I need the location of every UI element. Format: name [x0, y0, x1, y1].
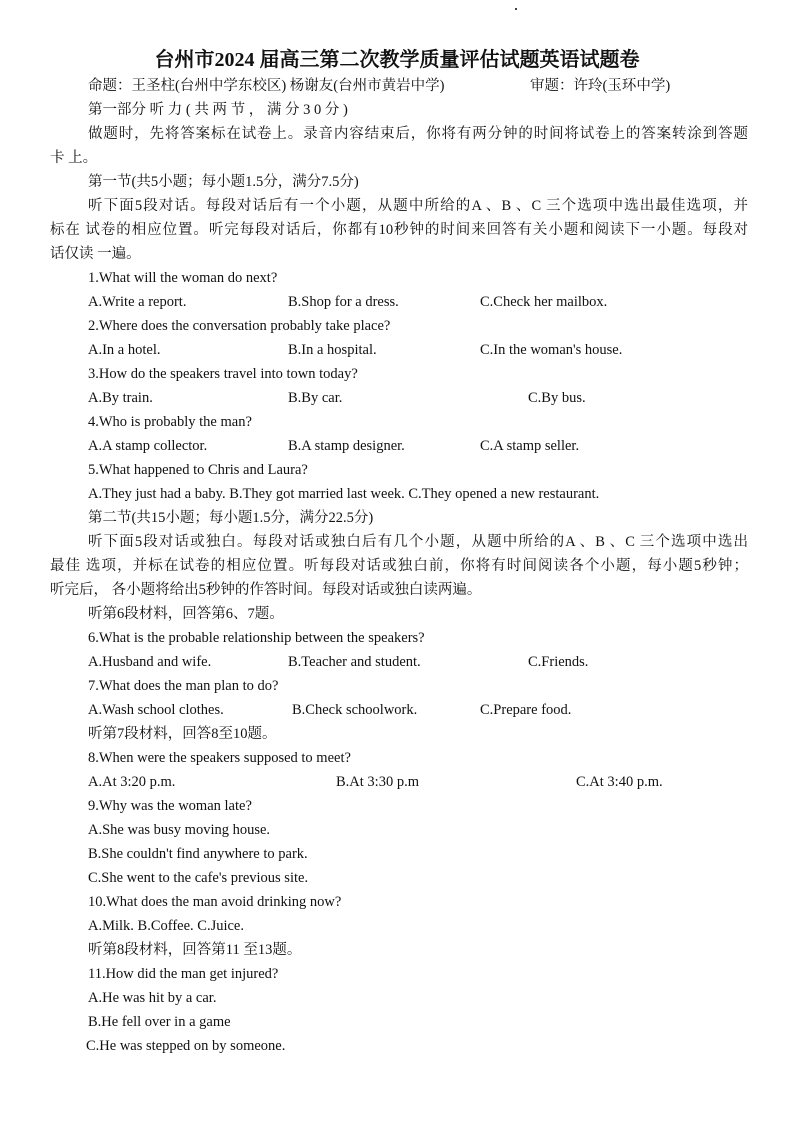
option-c: C.He was stepped on by someone.: [86, 1038, 286, 1054]
section1-instructions: 听下面5段对话。每段对话后有一个小题，从题中所给的A 、B 、C 三个选项中选出最佳选项，并: [88, 198, 748, 214]
question-4: 4.Who is probably the man?: [88, 414, 252, 430]
question-3: 3.How do the speakers travel into town today?: [88, 366, 358, 382]
option-c: C.A stamp seller.: [480, 438, 580, 454]
material-7-note: 听第7段材料，回答8至10题。: [88, 726, 277, 742]
page-mark: [515, 8, 517, 10]
option-b: B.Check schoolwork.: [292, 702, 418, 718]
option-a: A.Write a report.: [88, 294, 187, 310]
option-c: C.She went to the cafe's previous site.: [88, 870, 309, 886]
question-10: 10.What does the man avoid drinking now?: [88, 894, 342, 910]
intro-text: 做题时，先将答案标在试卷上。录音内容结束后，你将有两分钟的时间将试卷上的答案转涂到答题: [88, 126, 748, 142]
option-b: B.Shop for a dress.: [288, 294, 399, 310]
options: A.Milk. B.Coffee. C.Juice.: [88, 918, 244, 934]
option-a: A.Wash school clothes.: [88, 702, 224, 718]
question-6: 6.What is the probable relationship between the speakers?: [88, 630, 425, 646]
option-a: A.In a hotel.: [88, 342, 161, 358]
reviewer: 审题：许玲(玉环中学): [530, 78, 671, 94]
option-a: A.At 3:20 p.m.: [88, 774, 176, 790]
option-a: A.Husband and wife.: [88, 654, 212, 670]
option-c: C.At 3:40 p.m.: [576, 774, 663, 790]
option-a: A.He was hit by a car.: [88, 990, 217, 1006]
part1-heading: 第一部分 听 力 ( 共 两 节 ， 满 分 3 0 分 ): [88, 102, 348, 118]
option-b: B.At 3:30 p.m: [336, 774, 419, 790]
option-a: A.A stamp collector.: [88, 438, 208, 454]
question-1: 1.What will the woman do next?: [88, 270, 278, 286]
option-c: C.Friends.: [528, 654, 589, 670]
option-b: B.He fell over in a game: [88, 1014, 231, 1030]
section2-heading: 第二节(共15小题；每小题1.5分，满分22.5分): [88, 510, 374, 526]
option-a: A.By train.: [88, 390, 153, 406]
question-5: 5.What happened to Chris and Laura?: [88, 462, 308, 478]
option-c: C.Prepare food.: [480, 702, 572, 718]
section1-instructions: 标在 试卷的相应位置。听完每段对话后，你都有10秒钟的时间来回答有关小题和阅读下一小题。每段对: [50, 222, 748, 238]
option-b: B.A stamp designer.: [288, 438, 405, 454]
option-b: B.Teacher and student.: [288, 654, 421, 670]
material-6-note: 听第6段材料，回答第6、7题。: [88, 606, 284, 622]
section2-instructions: 最佳 选项，并标在试卷的相应位置。听每段对话或独白前，你将有时间阅读各个小题，每小题5秒钟；: [50, 558, 748, 574]
section1-heading: 第一节(共5小题；每小题1.5分，满分7.5分): [88, 174, 359, 190]
section2-instructions: 听下面5段对话或独白。每段对话或独白后有几个小题，从题中所给的A 、B 、C 三个选项中选出: [88, 534, 748, 550]
material-8-note: 听第8段材料，回答第11 至13题。: [88, 942, 302, 958]
option-a: A.She was busy moving house.: [88, 822, 271, 838]
options: A.They just had a baby. B.They got married last week. C.They opened a new restaurant.: [88, 486, 600, 502]
question-9: 9.Why was the woman late?: [88, 798, 252, 814]
option-c: C.In the woman's house.: [480, 342, 623, 358]
question-8: 8.When were the speakers supposed to meet?: [88, 750, 351, 766]
page-title: 台州市2024 届高三第二次教学质量评估试题英语试题卷: [154, 49, 640, 71]
intro-text: 卡 上。: [50, 150, 98, 166]
option-c: C.Check her mailbox.: [480, 294, 608, 310]
question-7: 7.What does the man plan to do?: [88, 678, 279, 694]
question-2: 2.Where does the conversation probably take place?: [88, 318, 391, 334]
question-11: 11.How did the man get injured?: [88, 966, 279, 982]
option-b: B.In a hospital.: [288, 342, 377, 358]
authors: 命题：王圣柱(台州中学东校区) 杨谢友(台州市黄岩中学): [88, 78, 445, 94]
option-b: B.She couldn't find anywhere to park.: [88, 846, 308, 862]
option-c: C.By bus.: [528, 390, 586, 406]
section1-instructions: 话仅读 一遍。: [50, 246, 141, 262]
option-b: B.By car.: [288, 390, 343, 406]
section2-instructions: 听完后， 各小题将给出5秒钟的作答时间。每段对话或独白读两遍。: [50, 582, 482, 598]
